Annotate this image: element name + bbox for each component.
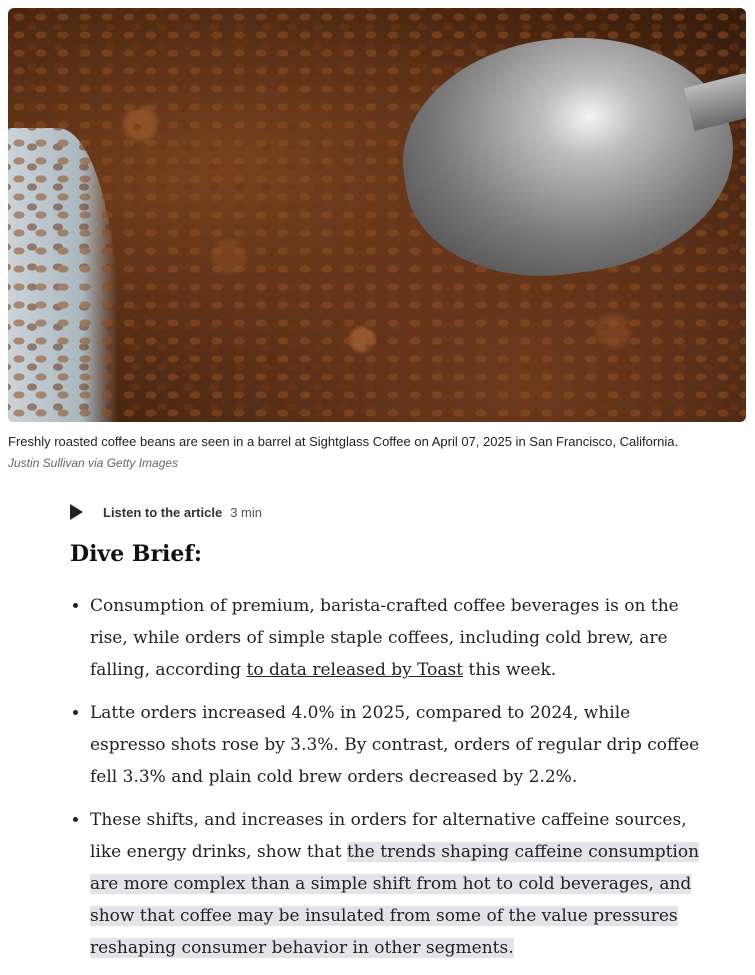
play-icon[interactable] [70, 504, 83, 520]
image-caption: Freshly roasted coffee beans are seen in a barrel at Sightglass Coffee on April 07, 2025 in San Francisco, California. [8, 434, 679, 449]
article-hero-image [8, 8, 746, 422]
list-item [90, 697, 710, 793]
highlighted-text: the trends shaping caffeine consumption are more complex than a simple shift from hot to cold beverages, and show that coffee may be insulated from some of the value pressures reshaping consumer behavior in other segments. [90, 842, 700, 958]
bullet-2-text: Latte orders increased 4.0% in 2025, compared to 2024, while espresso shots rose by 3.3%. By contrast, orders of regular drip coffee fell 3.3% and plain cold brew orders decreased by 2.2%. [90, 703, 700, 787]
list-item [90, 590, 710, 686]
bullet-1-tail: this week. [463, 660, 557, 680]
listen-duration: 3 min [230, 504, 262, 520]
toast-data-link[interactable]: to data released by Toast [246, 660, 464, 680]
listen-to-article[interactable] [70, 504, 262, 520]
dive-brief-heading: Dive Brief: [70, 541, 202, 567]
bullet-1-text: Consumption of premium, barista-crafted coffee beverages is on the rise, while orders of simple staple coffees, including cold brew, are falling, according [90, 596, 679, 680]
bullet-3-text: These shifts, and increases in orders for alternative caffeine sources, like energy drinks, show that [90, 810, 687, 862]
listen-label[interactable]: Listen to the article [103, 504, 223, 520]
dive-brief-list [70, 590, 710, 975]
image-credit: Justin Sullivan via Getty Images [8, 456, 179, 470]
list-item [90, 804, 710, 964]
